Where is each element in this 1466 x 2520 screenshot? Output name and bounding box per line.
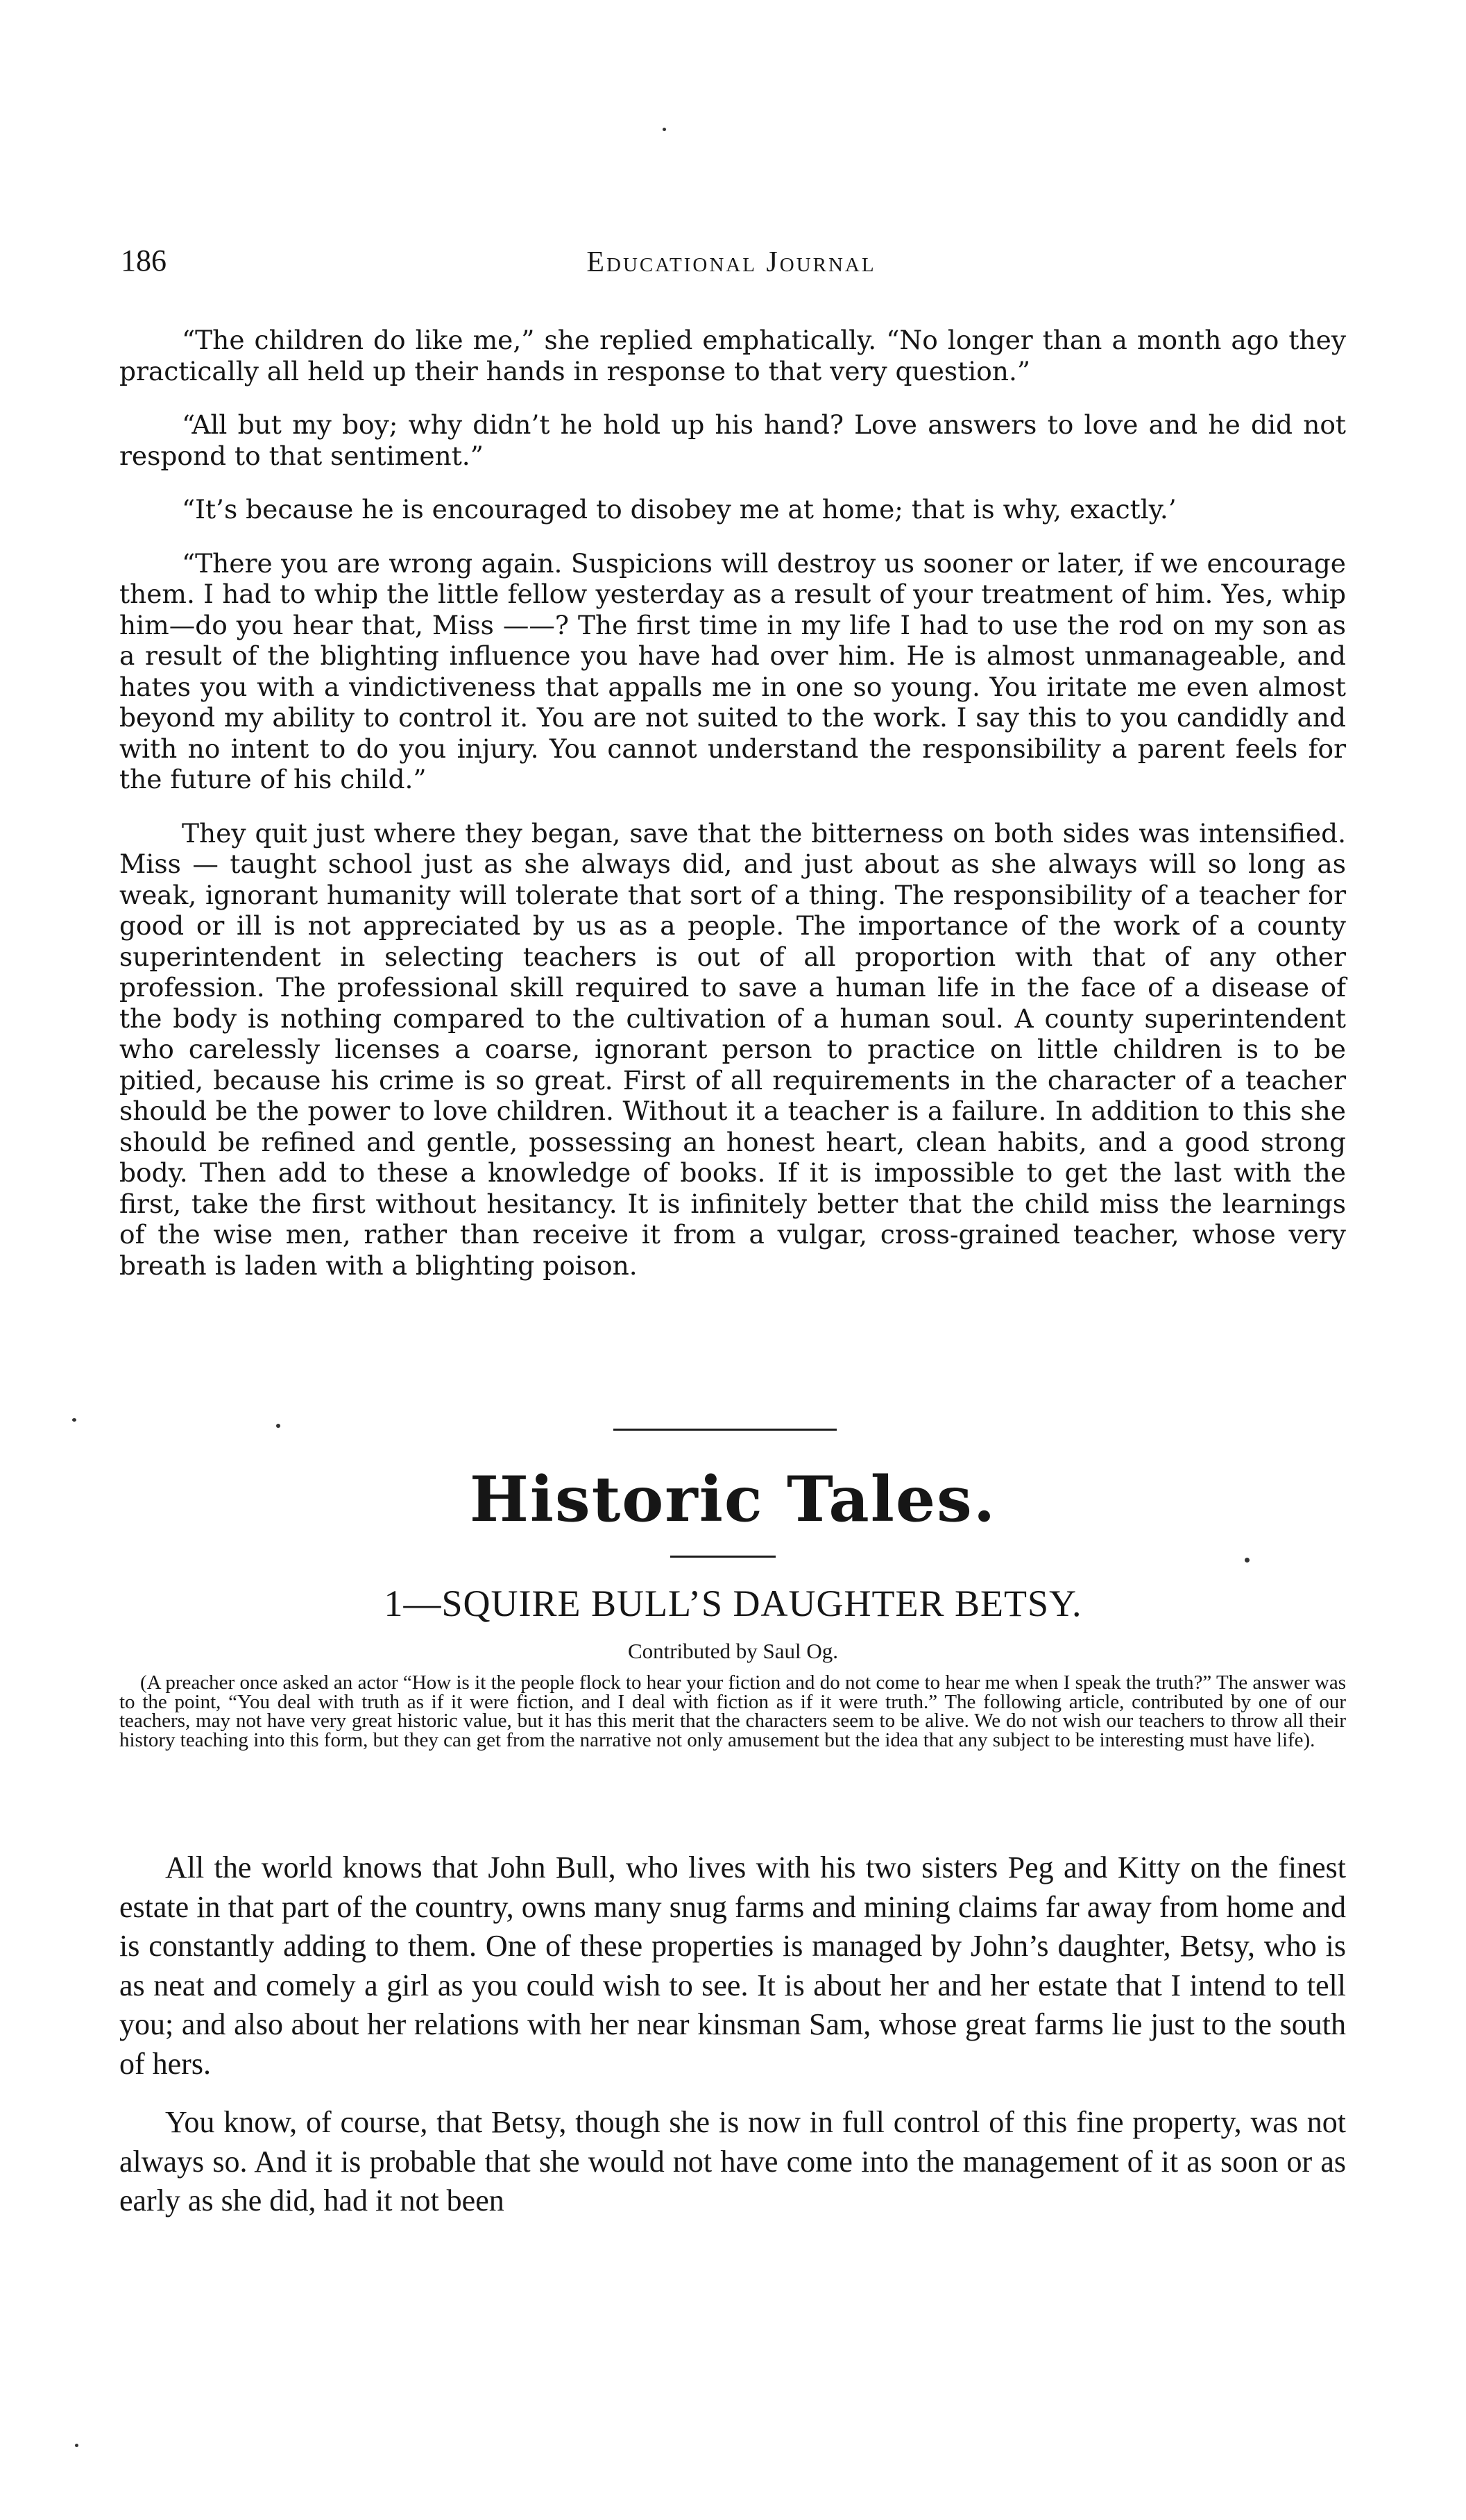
paragraph: They quit just where they began, save that the bitterness on both sides was intensified. Miss — taught school just as she always did, and just about as she always will so long as weak, ignorant humanity will tolerate that sort of a thing. The responsibility of a teacher for good or ill is not appreciated by us as a people. The importance of the work of a county superintendent in selecting teachers is out of all proportion with that of any other profession. The professional skill required to save a human life in the face of a disease of the body is nothing compared to the cultivation of a human soul. A county superintendent who carelessly licenses a coarse, ignorant person to practice on little children is to be pitied, because his crime is so great. First of all requirements in the character of a teacher should be the power to love children. Without it a teacher is a failure. In addition to this she should be refined and gentle, possessing an honest heart, clean habits, and a good strong body. Then add to these a knowledge of books. If it is impossible to get the last with the first, take the first without hesitancy. It is infinitely better that the child miss the learnings of the wise men, rather than receive it from a vulgar, cross-grained teacher, whose very breath is laden with a blighting poison. <box>119 817 1346 1281</box>
print-speck <box>75 2444 78 2447</box>
article-body <box>119 1848 1346 2240</box>
paragraph: “All but my boy; why didn’t he hold up his hand? Love answers to love and he did not respond to that sentiment.” <box>119 409 1346 471</box>
running-head: Educational Journal <box>586 246 876 278</box>
paragraph: “The children do like me,” she replied emphatically. “No longer than a month ago they practically all held up their hands in response to that very question.” <box>119 325 1346 386</box>
story-continuation <box>119 325 1346 1304</box>
article-title: 1—SQUIRE BULL’S DAUGHTER BETSY. <box>384 1583 1082 1624</box>
paragraph: All the world knows that John Bull, who lives with his two sisters Peg and Kitty on the finest estate in that part of the country, owns many snug farms and mining claims far away from home and is constantly adding to them. One of these properties is managed by John’s daughter, Betsy, who is as neat and comely a girl as you could wish to see. It is about her and her estate that I intend to tell you; and also about her relations with her near kinsman Sam, whose great farms lie just to the south of hers. <box>119 1850 1346 2081</box>
page-number: 186 <box>121 244 167 278</box>
article-byline: Contributed by Saul Og. <box>627 1639 839 1663</box>
section-divider-rule <box>613 1429 837 1431</box>
section-title: Historic Tales. <box>469 1463 997 1536</box>
paragraph: “It’s because he is encouraged to disobey me at home; that is why, exactly.’ <box>182 494 1177 525</box>
paragraph: You know, of course, that Betsy, though she is now in full control of this fine property, was not always so. And it is probable that she would not have come into the management of it as soon or as early as she did, had it not been <box>119 2105 1346 2217</box>
paragraph: “There you are wrong again. Suspicions will destroy us sooner or later, if we encourage them. I had to whip the little fellow yesterday as a result of your treatment of him. Yes, whip him—do you hear that, Miss ——? The first time in my life I had to use the rod on my son as a result of the blighting influence you have had over him. He is almost unmanageable, and hates you with a vindictiveness that appalls me in one so young. You iritate me even almost beyond my ability to control it. You are not suited to the work. I say this to you candidly and with no intent to do you injury. You cannot understand the responsibility a parent feels for the future of his child.” <box>119 547 1346 794</box>
editor-note: (A preacher once asked an actor “How is it the people flock to hear your fiction and do not come to hear me when I speak the truth?” The answer was to the point, “You deal with truth as if it were fiction, and I deal with fiction as if it were truth.” The following article, contributed by one of our teachers, may not have very great historic value, but it has this merit that the characters seem to be alive. We do not wish our teachers to throw all their history teaching into this form, but they can get from the narrative not only amusement but the idea that any subject to be interesting must have life). <box>119 1671 1346 1751</box>
print-speck <box>663 128 666 131</box>
print-speck <box>72 1418 76 1422</box>
page-header <box>121 243 1342 284</box>
print-speck <box>276 1424 280 1428</box>
print-speck <box>1245 1558 1250 1563</box>
title-underline-rule <box>670 1556 776 1558</box>
